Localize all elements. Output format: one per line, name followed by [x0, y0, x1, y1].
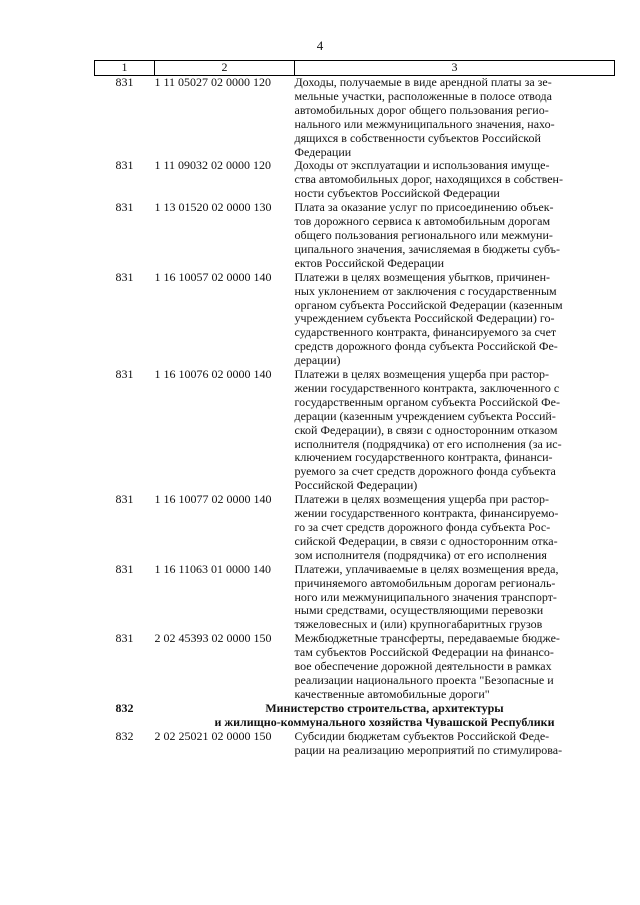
budget-classification-code: 1 16 10077 02 0000 140: [154, 492, 272, 507]
description-line: руемого за счет средств дорожного фонда субъекта: [294, 464, 556, 479]
description-line: сударственного контракта, финансируемого за счет: [294, 325, 557, 340]
description-line: Платежи в целях возмещения убытков, причинен-: [294, 269, 550, 284]
description-line: вое обеспечение дорожной деятельности в рамках: [294, 659, 552, 674]
budget-classification-code: 2 02 45393 02 0000 150: [154, 631, 272, 646]
admin-code: 831: [115, 75, 134, 89]
description-line: тов дорожного сервиса к автомобильным дорогам: [294, 214, 551, 229]
ministry-name: [155, 702, 615, 730]
description-line: ности субъектов Российской Федерации: [294, 186, 500, 201]
income-description: [295, 563, 615, 633]
description-line: ства автомобильных дорог, находящихся в собствен-: [294, 172, 563, 187]
description-line: Межбюджетные трансферты, передаваемые бюдже-: [294, 631, 560, 646]
description-line: ской Федерации), в связи с односторонним отказом: [294, 422, 558, 437]
table-row: [95, 271, 615, 368]
description-line: Российской Федерации): [294, 478, 418, 493]
budget-classification-code: 1 11 09032 02 0000 120: [154, 158, 272, 173]
page-number: 4: [316, 38, 324, 53]
table-header-row: [95, 61, 615, 76]
admin-code: 831: [115, 158, 134, 173]
description-line: сийской Федерации, в связи с односторонним отка-: [294, 533, 558, 548]
description-line: мельные участки, расположенные в полосе отвода: [294, 88, 552, 103]
income-description: [295, 76, 615, 160]
table-row: [95, 493, 615, 563]
description-line: ных уклонением от заключения с государственным: [294, 283, 557, 298]
budget-codes-table: [94, 60, 615, 757]
budget-classification-code: 1 16 10057 02 0000 140: [154, 269, 272, 284]
budget-classification-code: 1 16 10076 02 0000 140: [154, 367, 272, 382]
table-row: [95, 368, 615, 493]
budget-classification-code: 1 13 01520 02 0000 130: [154, 200, 272, 215]
description-line: качественные автомобильные дороги": [294, 686, 490, 701]
description-line: реализации национального проекта "Безопасные и: [294, 672, 554, 687]
description-line: государственным органом субъекта Российской Фе-: [294, 394, 560, 409]
description-line: дящихся в собственности субъектов Российской: [294, 130, 541, 145]
admin-code: 831: [115, 561, 134, 576]
column-header-2: 2: [155, 61, 295, 76]
admin-code: 831: [115, 367, 134, 382]
description-line: органом субъекта Российской Федерации (казенным: [294, 297, 563, 312]
description-line: дерации): [294, 353, 341, 368]
ministry-admin-code: 832: [115, 700, 134, 715]
ministry-name-line-2: и жилищно-коммунального хозяйства Чувашской Республики: [214, 714, 555, 729]
description-line: ектов Российской Федерации: [294, 255, 445, 270]
description-line: жении государственного контракта, финансируемо-: [294, 506, 559, 521]
description-line: дерации (казенным учреждением субъекта Россий-: [294, 408, 556, 423]
budget-classification-code: 1 16 11063 01 0000 140: [154, 561, 272, 576]
description-line: автомобильных дорог общего пользования регио-: [294, 102, 549, 117]
ministry-name-line-1: Министерство строительства, архитектуры: [265, 700, 504, 715]
description-line: причиняемого автомобильным дорогам региональ-: [294, 575, 556, 590]
description-line: Федерации: [294, 144, 352, 159]
description-line: зом исполнителя (подрядчика) от его исполнения: [294, 547, 547, 562]
description-line: го за счет средств дорожного фонда субъекта Рос-: [294, 520, 551, 534]
income-description: [295, 730, 615, 758]
description-line: Доходы, получаемые в виде арендной платы за зе-: [294, 75, 552, 89]
description-line: там субъектов Российской Федерации на финансо-: [294, 645, 554, 660]
description-line: Доходы от эксплуатации и использования имуще-: [294, 158, 550, 173]
table-row: [95, 159, 615, 201]
description-line: ными средствами, осуществляющими перевозки: [294, 603, 544, 618]
table-row: [95, 563, 615, 633]
admin-code: 831: [115, 200, 134, 215]
table-row: [95, 201, 615, 271]
table-row: [95, 730, 615, 758]
description-line: ципального значения, зачисляемая в бюджеты субъ-: [294, 241, 561, 256]
table-row: [95, 632, 615, 702]
budget-classification-code: 1 11 05027 02 0000 120: [154, 75, 272, 89]
income-description: [295, 271, 615, 368]
admin-code: 832: [115, 728, 134, 743]
description-line: Субсидии бюджетам субъектов Российской Феде-: [294, 728, 550, 743]
description-line: жении государственного контракта, заключенного с: [294, 380, 560, 395]
income-description: [295, 493, 615, 563]
income-description: [295, 159, 615, 201]
description-line: рации на реализацию мероприятий по стимулирова-: [294, 742, 563, 757]
description-line: ного или межмуниципального значения транспорт-: [294, 589, 557, 604]
description-line: средств дорожного фонда субъекта Российской Фе-: [294, 339, 558, 354]
admin-code: 831: [115, 492, 134, 507]
admin-code: 831: [115, 269, 134, 284]
description-line: Платежи в целях возмещения ущерба при растор-: [294, 492, 549, 507]
description-line: Платежи в целях возмещения ущерба при растор-: [294, 367, 549, 382]
income-description: [295, 632, 615, 702]
ministry-row: [95, 702, 615, 730]
income-description: [295, 368, 615, 493]
description-line: Платежи, уплачиваемые в целях возмещения вреда,: [294, 561, 559, 576]
description-line: общего пользования регионального или межмуни-: [294, 227, 553, 242]
description-line: исполнителя (подрядчика) от его исполнения (за ис-: [294, 436, 562, 451]
income-description: [295, 201, 615, 271]
admin-code: 831: [115, 631, 134, 646]
table-body: [95, 76, 615, 758]
budget-classification-code: 2 02 25021 02 0000 150: [154, 728, 272, 743]
description-line: учреждением субъекта Российской Федерации) го-: [294, 311, 555, 326]
description-line: нального или межмуниципального значения, нахо-: [294, 116, 555, 131]
description-line: ключением государственного контракта, финанси-: [294, 450, 553, 465]
description-line: тяжеловесных и (или) крупногабаритных грузов: [294, 617, 543, 632]
description-line: Плата за оказание услуг по присоединению объек-: [294, 200, 554, 215]
column-header-1: 1: [95, 61, 155, 76]
column-header-3: 3: [295, 61, 615, 76]
table-row: [95, 76, 615, 160]
